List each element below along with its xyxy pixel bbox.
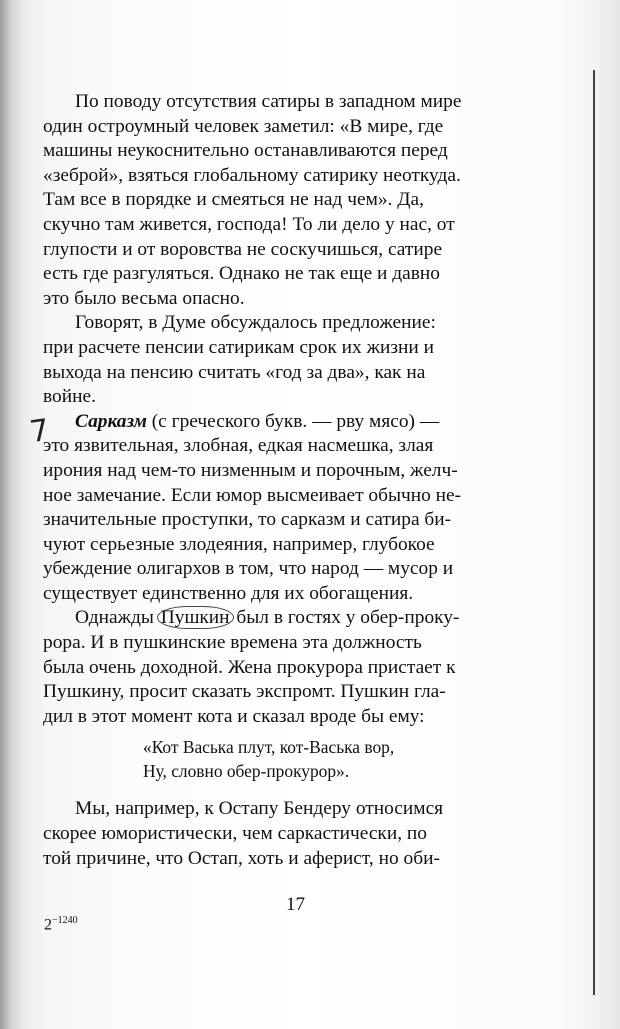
text-line: убеждение олигархов в том, что народ — мусор и (43, 558, 454, 580)
term-sarcasm: Сарказм (75, 410, 147, 432)
paragraph-sarcasm (43, 410, 552, 607)
circled-word-pushkin: Пушкин (157, 606, 234, 629)
text-line: дил в этот момент кота и сказал вроде бы ему: (43, 705, 425, 727)
text-line: «зеброй», взяться глобальному сатирику неоткуда. (43, 164, 461, 186)
text-line: один остроумный человек заметил: «В мире, где (43, 115, 444, 137)
text-line: значительные проступки, то сарказм и сатира би- (43, 509, 452, 531)
text-line: при расчете пенсии сатирикам срок их жизни и (43, 336, 434, 358)
signature-base: 2 (44, 916, 52, 934)
text-line: рора. И в пушкинские времена эта должность (43, 632, 422, 654)
verse-line: Ну, словно обер-прокурор». (143, 761, 350, 782)
paragraph-duma (43, 311, 552, 409)
text-line: это было весьма опасно. (43, 287, 245, 309)
text-line: войне. (43, 386, 96, 408)
text-line: ирония над чем-то низменным и порочным, желч- (43, 459, 458, 481)
paragraph-bender (43, 797, 552, 871)
printer-signature (44, 915, 78, 934)
text-line: Пушкину, просит сказать экспромт. Пушкин гла- (43, 681, 446, 703)
text-line: Мы, например, к Остапу Бендеру относимся (75, 798, 444, 820)
text-line: По поводу отсутствия сатиры в западном мире (75, 91, 462, 112)
paragraph-satire (43, 90, 552, 311)
text-line: глупости и от воровства не соскучишься, сатире (43, 238, 443, 260)
handwritten-margin-mark: 7 (27, 412, 52, 451)
text-line: скучно там живется, господа! То ли дело у нас, от (43, 213, 455, 235)
text-fragment: Однажды (75, 607, 159, 629)
text-line: есть где разгуляться. Однако не так еще и давно (43, 263, 440, 285)
text-line: чуют серьезные злодеяния, например, глубокое (43, 533, 435, 555)
text-line: существует единственно для их обогащения. (43, 582, 414, 604)
text-line: Там все в порядке и смеяться не над чем». Да, (43, 189, 424, 211)
text-line: ное замечание. Если юмор высмеивает обычно не- (43, 484, 462, 506)
body-text (43, 90, 552, 871)
text-line (43, 606, 552, 631)
page-edge-line (593, 70, 595, 995)
signature-superscript: −1240 (52, 915, 78, 926)
text-fragment: был в гостях у обер-проку- (231, 607, 460, 629)
text-line: той причине, что Остап, хоть и аферист, но оби- (43, 847, 440, 869)
text-line (43, 410, 552, 435)
text-line: скорее юмористически, чем саркастически, по (43, 823, 427, 845)
text-line: Говорят, в Думе обсуждалось предложение: (75, 312, 436, 334)
text-line: была очень доходной. Жена прокурора пристает к (43, 656, 456, 678)
verse-quote (43, 735, 552, 783)
text-line: это язвительная, злобная, едкая насмешка, злая (43, 435, 434, 457)
verse-line: «Кот Васька плут, кот-Васька вор, (143, 737, 395, 758)
page-number: 17 (286, 894, 305, 915)
text-line: выхода на пенсию считать «год за два», как на (43, 361, 426, 383)
term-definition-start: (с греческого букв. — рву мясо) — (146, 410, 440, 432)
text-line: машины неукоснительно останавливаются перед (43, 140, 448, 162)
paragraph-pushkin (43, 606, 552, 729)
spacer (43, 783, 552, 797)
